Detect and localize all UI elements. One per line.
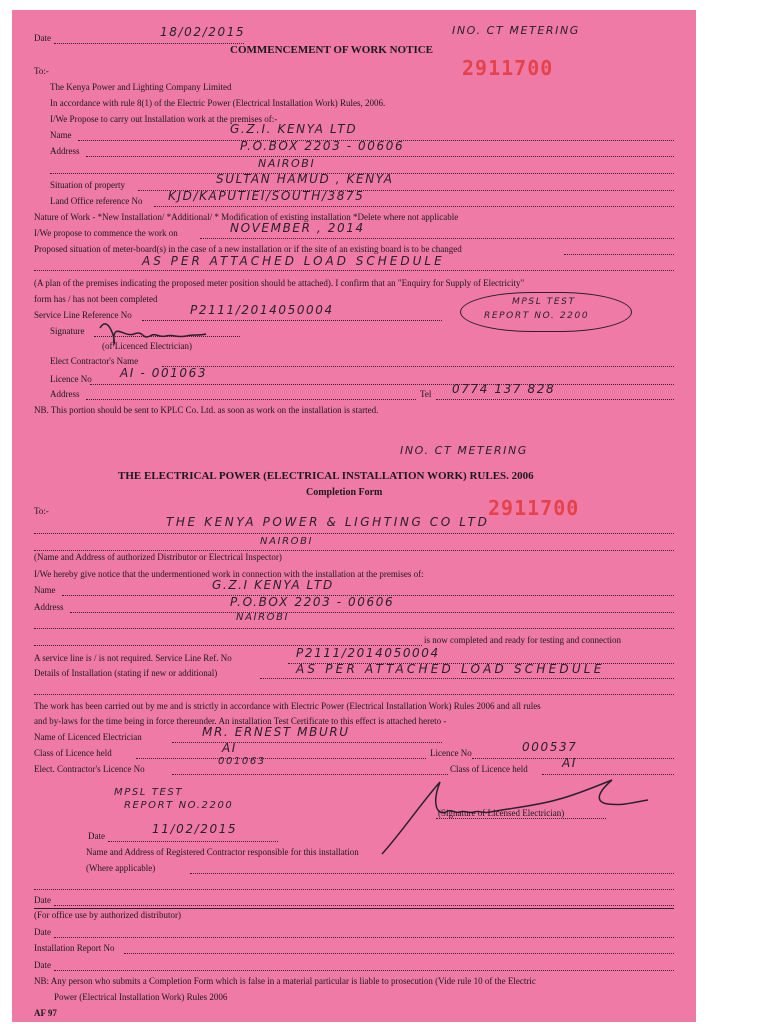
office-use: (For office use by authorized distributor)	[34, 910, 182, 920]
plan-note: (A plan of the premises indicating the proposed meter position should be attached). I confirm that an "Enquiry for Supply of Electricity"	[34, 278, 525, 288]
proposed-situation-value: AS PER ATTACHED LOAD SCHEDULE	[142, 254, 445, 268]
address-line-1	[86, 156, 674, 157]
date3-line	[54, 937, 674, 938]
form-has-text: form has / has not been completed	[34, 294, 158, 304]
completion-name-value: G.Z.I KENYA LTD	[212, 578, 334, 592]
completion-to-label: To:-	[34, 506, 49, 516]
service-line-label: Service Line Reference No	[34, 310, 132, 320]
land-ref-line	[154, 206, 674, 207]
proposed-situation-line-2	[34, 270, 674, 271]
address2-line	[86, 399, 416, 400]
address-value-2: NAIROBI	[258, 157, 316, 170]
contractor-name-line	[162, 366, 674, 367]
details-line	[260, 678, 674, 679]
completion-report-note-2: REPORT NO.2200	[124, 800, 234, 811]
hereby-text: I/We hereby give notice that the undermentioned work in connection with the installation at the premises of:	[34, 569, 424, 579]
class-value: AI	[222, 741, 237, 755]
licence-value: AI - 001063	[120, 366, 208, 380]
completion-to-line-2	[34, 550, 674, 551]
licenced-electrician-line	[172, 742, 442, 743]
completion-service-line-value: P2111/2014050004	[296, 646, 440, 660]
completion-to-value-2: NAIROBI	[260, 536, 314, 547]
name-label: Name	[50, 130, 72, 140]
date3-label: Date	[34, 927, 51, 937]
address-label: Address	[50, 146, 80, 156]
licenced-electrician-value: MR. ERNEST MBURU	[202, 725, 350, 739]
completion-nb-line-2: Power (Electrical Installation Work) Rules 2006	[54, 992, 228, 1002]
report-no-line	[124, 953, 674, 954]
contractor-licence-label: Elect. Contractor's Licence No	[34, 764, 145, 774]
tel-line	[436, 399, 674, 400]
service-line-text: A service line is / is not required. Service Line Ref. No	[34, 653, 232, 663]
completed-text: is now completed and ready for testing and connection	[424, 635, 621, 645]
contractor-licence-value: 001063	[218, 756, 266, 767]
completion-nb-line-1: NB: Any person who submits a Completion Form which is false in a material particular is liable to prosecution (Vide rule 10 of the Electric	[34, 976, 536, 986]
to-label: To:-	[34, 66, 49, 76]
report-no-label: Installation Report No	[34, 943, 115, 953]
accordance-line-2: and by-laws for the time being in force thereunder. An installation Test Certificate to this effect is attached hereto -	[34, 716, 447, 726]
class-label: Class of Licence held	[34, 748, 112, 758]
notice-title: COMMENCEMENT OF WORK NOTICE	[230, 44, 434, 56]
serial-stamp: 2911700	[462, 56, 554, 80]
registered-contractor: Name and Address of Registered Contractor responsible for this installation	[86, 847, 359, 857]
nature-of-work: Nature of Work - *New Installation/ *Additional/ * Modification of existing installation *Delete where not applicable	[34, 212, 459, 222]
commence-line	[200, 238, 674, 239]
signature-label: Signature	[50, 326, 85, 336]
completion-name-label: Name	[34, 585, 56, 595]
completion-to-value-1: THE KENYA POWER & LIGHTING CO LTD	[166, 515, 490, 529]
top-right-note: INO. CT METERING	[452, 24, 580, 37]
date-line	[54, 43, 244, 44]
accordance-line-1: The work has been carried out by me and is strictly in accordance with Electric Power (Electrical Installation Work) Rules 2006 and all rules	[34, 701, 541, 711]
licence-no-label: Licence No	[430, 748, 472, 758]
name-value: G.Z.I. KENYA LTD	[230, 122, 358, 136]
proposed-situation-line	[564, 254, 674, 255]
completion-report-note-1: MPSL TEST	[114, 787, 184, 798]
service-line-value: P2111/2014050004	[190, 303, 334, 317]
date-label: Date	[34, 33, 51, 43]
date2-line	[54, 905, 674, 906]
office-divider	[34, 908, 674, 909]
address2-label: Address	[50, 389, 80, 399]
date4-label: Date	[34, 960, 51, 970]
completion-address-line-1	[70, 612, 674, 613]
licence-no-value: 000537	[522, 740, 578, 754]
completion-address-value-2: NAIROBI	[236, 612, 290, 623]
address-value-1: P.O.BOX 2203 - 00606	[240, 139, 405, 153]
date-value: 18/02/2015	[160, 25, 246, 39]
completion-address-label: Address	[34, 602, 64, 612]
completion-serial-stamp: 2911700	[488, 496, 580, 520]
completion-to-line-1	[34, 533, 674, 534]
form-code: AF 97	[34, 1008, 57, 1018]
where-applicable: (Where applicable)	[86, 863, 156, 873]
details-line-2	[34, 694, 674, 695]
class2-value: AI	[562, 756, 577, 770]
authorized-note: (Name and Address of authorized Distributor or Electrical Inspector)	[34, 552, 282, 562]
commence-label: I/We propose to commence the work on	[34, 228, 178, 238]
land-ref-label: Land Office reference No	[50, 196, 143, 206]
intro-text: In accordance with rule 8(1) of the Electric Power (Electrical Installation Work) Rules, 2006.	[50, 98, 386, 108]
tel-value: 0774 137 828	[452, 382, 556, 396]
completion-date-label: Date	[88, 831, 105, 841]
licenced-electrician-label: Name of Licenced Electrician	[34, 732, 142, 742]
tel-label: Tel	[420, 389, 432, 399]
details-label: Details of Installation (stating if new or additional)	[34, 668, 218, 678]
completion-address-line-2	[34, 628, 674, 629]
signature-sub: (of Licenced Electrician)	[102, 341, 192, 351]
contractor-name-label: Elect Contractor's Name	[50, 356, 139, 366]
report-note-line-2: REPORT NO. 2200	[484, 311, 590, 321]
notice-nb: NB. This portion should be sent to KPLC Co. Ltd. as soon as work on the installation is started.	[34, 405, 379, 415]
addressee: The Kenya Power and Lighting Company Limited	[50, 82, 232, 92]
pink-form-sheet	[12, 10, 696, 1022]
situation-value: SULTAN HAMUD , KENYA	[216, 172, 394, 186]
commence-value: NOVEMBER , 2014	[230, 221, 365, 235]
proposed-situation: Proposed situation of meter-board(s) in the case of a new installation or if the site of an existing board is to be changed	[34, 244, 462, 254]
class-line	[136, 758, 426, 759]
completion-date-value: 11/02/2015	[152, 822, 238, 836]
report-note-line-1: MPSL TEST	[512, 297, 576, 307]
situation-label: Situation of property	[50, 180, 125, 190]
blank-line	[34, 889, 674, 890]
completion-date-line	[108, 841, 278, 842]
completion-top-note: INO. CT METERING	[400, 444, 528, 457]
signature-caption: (Signature of Licensed Electrician)	[438, 808, 565, 818]
licence-label: Licence No	[50, 374, 92, 384]
date4-line	[54, 970, 674, 971]
completion-subtitle: Completion Form	[306, 487, 383, 498]
propose-text: I/We Propose to carry out Installation work at the premises of:-	[50, 114, 278, 124]
where-applicable-line	[190, 873, 674, 874]
details-value: AS PER ATTACHED LOAD SCHEDULE	[296, 662, 605, 676]
class2-label: Class of Licence held	[450, 764, 528, 774]
licence-line	[90, 384, 674, 385]
land-ref-value: KJD/KAPUTIEI/SOUTH/3875	[168, 189, 365, 203]
completion-address-value-1: P.O.BOX 2203 - 00606	[230, 595, 395, 609]
date2-label: Date	[34, 895, 51, 905]
completion-title: THE ELECTRICAL POWER (ELECTRICAL INSTALLATION WORK) RULES. 2006	[118, 470, 534, 482]
